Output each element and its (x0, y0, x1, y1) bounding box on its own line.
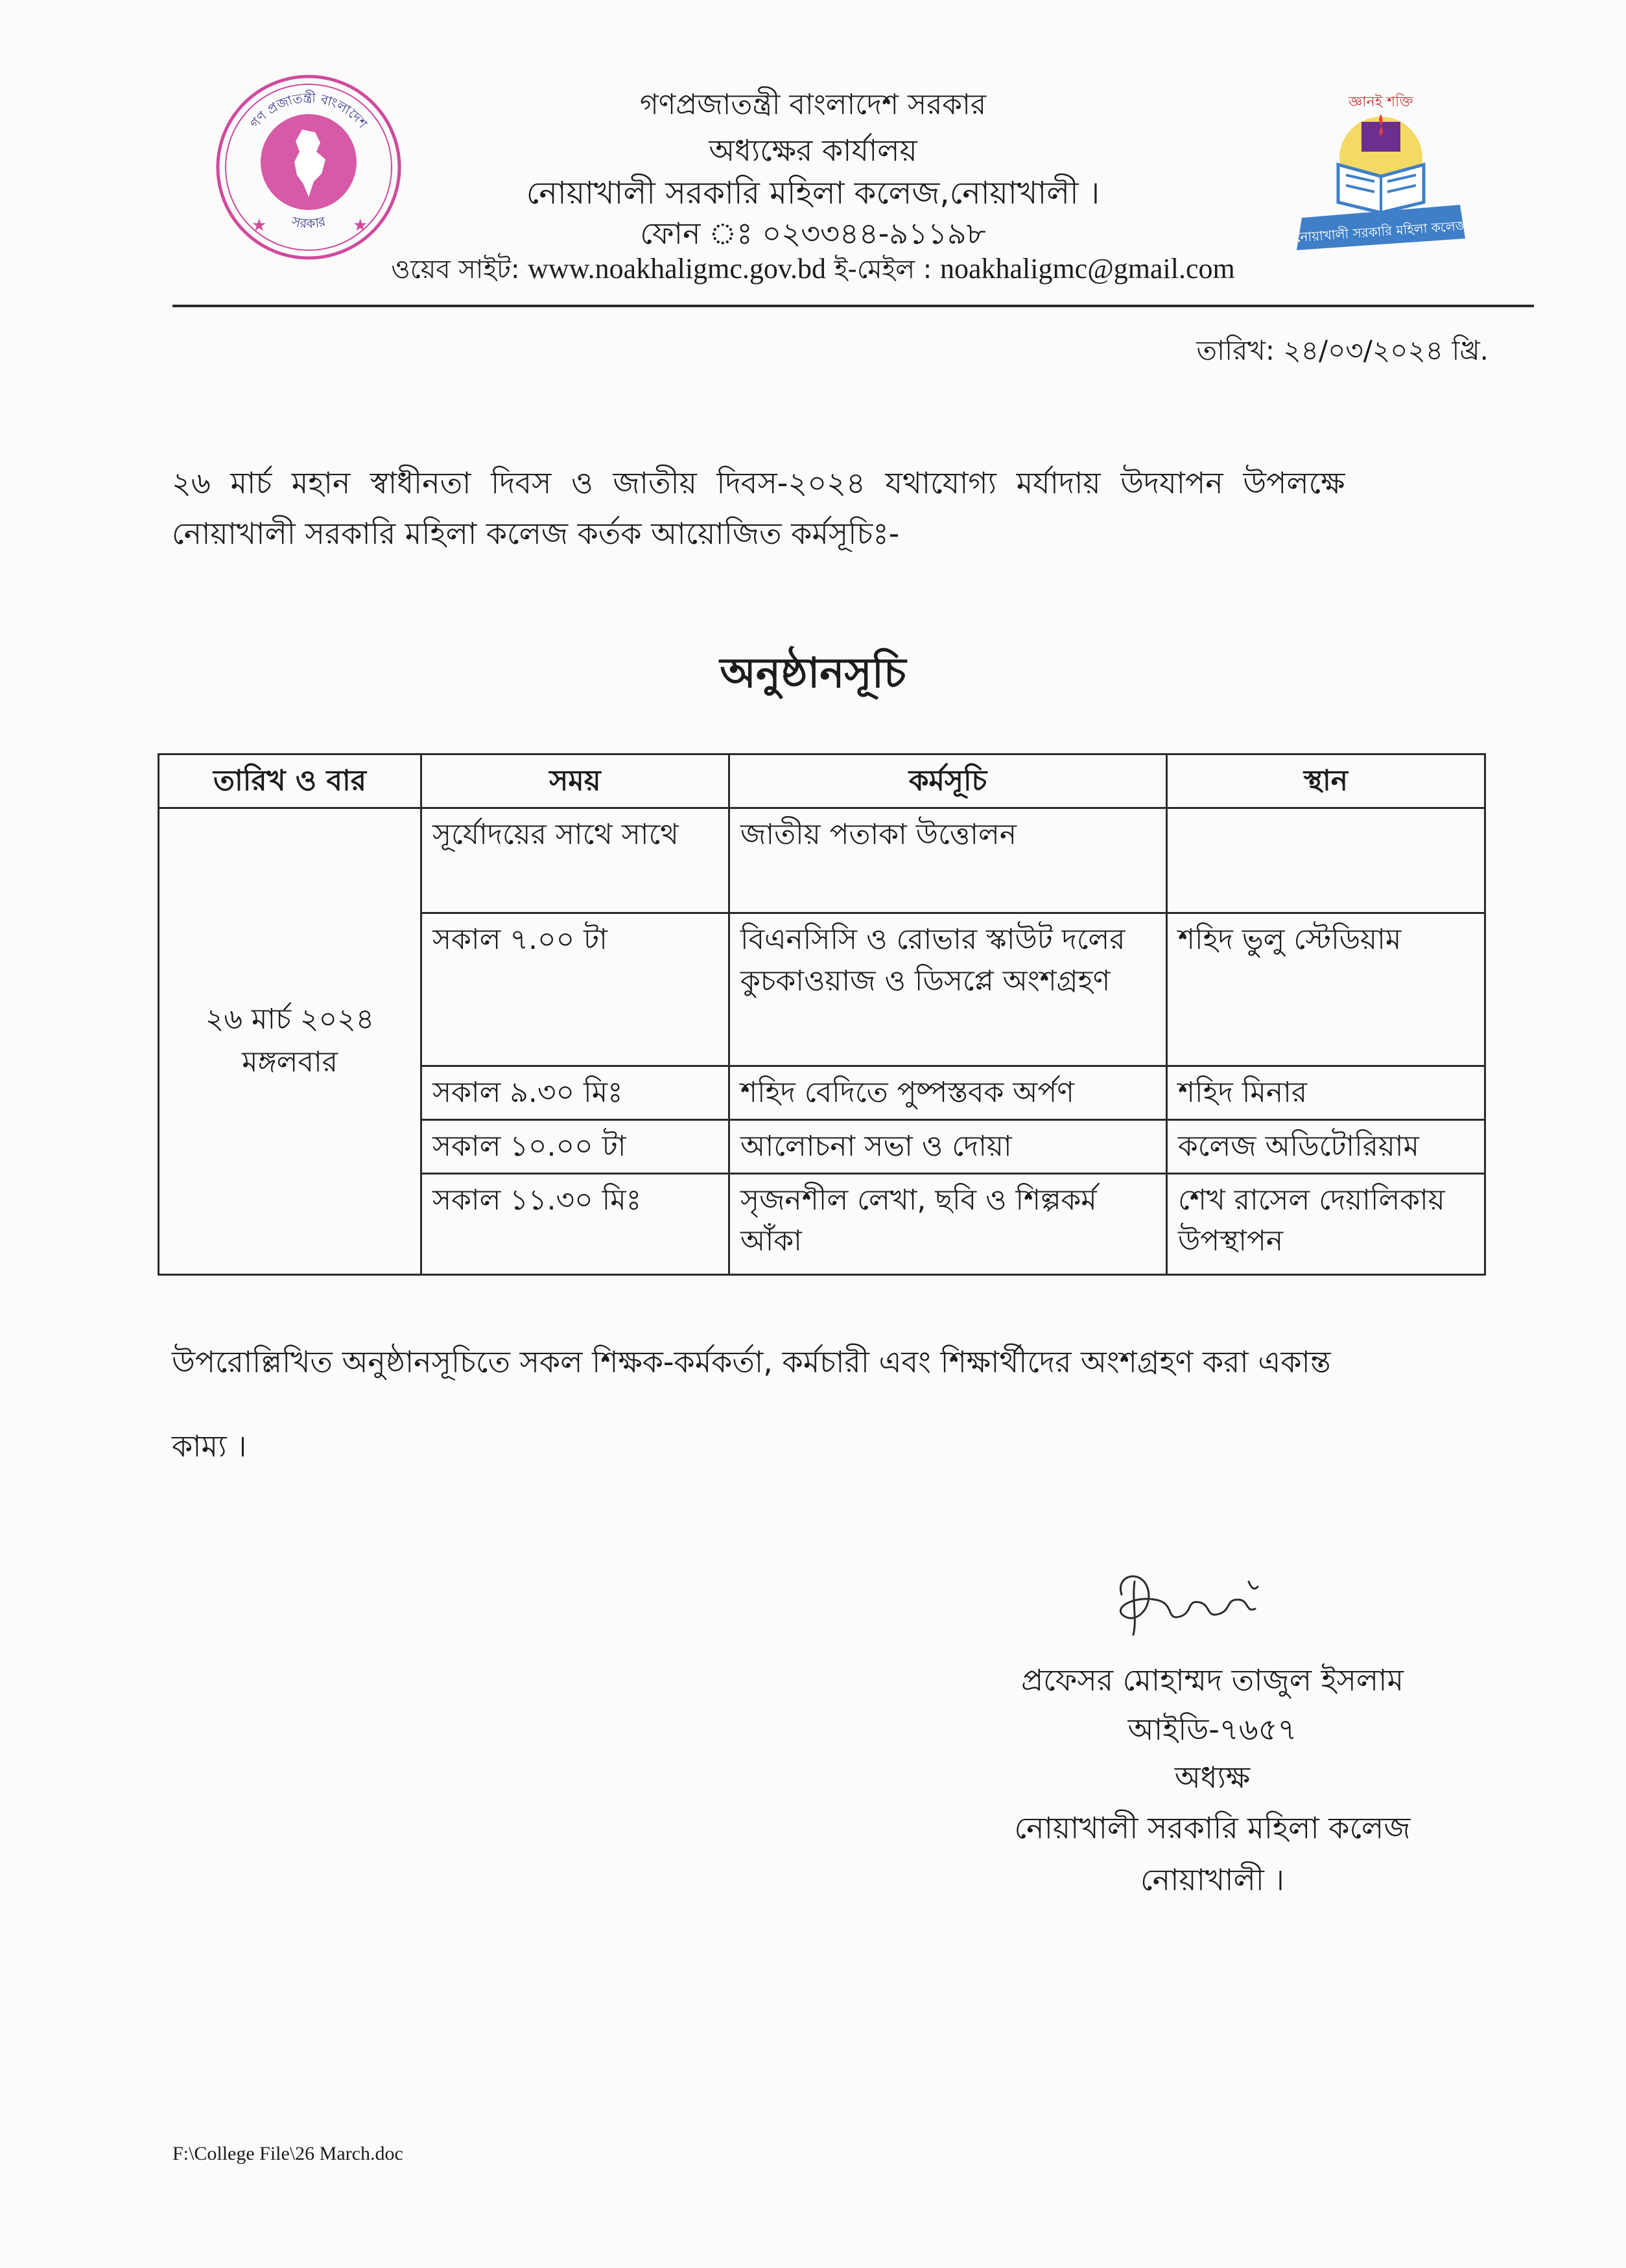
time-cell: সকাল ৯.৩০ মিঃ (421, 1066, 729, 1120)
date-cell (159, 808, 421, 1275)
logo-motto-text: জ্ঞানই শক্তি (1349, 94, 1413, 110)
signatory-college: নোয়াখালী সরকারি মহিলা কলেজ (1014, 1810, 1411, 1845)
time-cell: সূর্যোদয়ের সাথে সাথে (421, 808, 729, 913)
place-cell: শহিদ মিনার (1167, 1066, 1485, 1120)
government-name: গণপ্রজাতন্ত্রী বাংলাদেশ সরকার (639, 88, 987, 121)
issue-date: তারিখ: ২৪/০৩/২০২৪ খ্রি. (1196, 334, 1489, 366)
activity-cell: শহিদ বেদিতে পুষ্পস্তবক অর্পণ (729, 1066, 1167, 1120)
activity-cell: আলোচনা সভা ও দোয়া (729, 1119, 1167, 1173)
email-link[interactable]: noakhaligmc@gmail.com (939, 253, 1235, 285)
activity-cell: বিএনসিসি ও রোভার স্কাউট দলের কুচকাওয়াজ ও ডিসপ্লে অংশগ্রহণ (729, 913, 1167, 1066)
intro-line-2: নোয়াখালী সরকারি মহিলা কলেজ কর্তক আয়োজিত কর্মসূচিঃ- (172, 516, 900, 551)
svg-text:★: ★ (353, 216, 368, 235)
signatory-name: প্রফেসর মোহাম্মদ তাজুল ইসলাম (1020, 1663, 1404, 1698)
place-cell: শহিদ ভুলু স্টেডিয়াম (1167, 913, 1485, 1066)
seal-top-text: গণ প্রজাতন্ত্রী বাংলাদেশ (246, 89, 371, 132)
time-cell: সকাল ৭.০০ টা (421, 913, 729, 1066)
activity-cell: জাতীয় পতাকা উত্তোলন (729, 808, 1167, 913)
signatory-title: অধ্যক্ষ (1174, 1760, 1251, 1795)
event-date: ২৬ মার্চ ২০২৪ (205, 1003, 375, 1036)
place-cell: কলেজ অডিটোরিয়াম (1167, 1119, 1485, 1173)
contact-line (0, 249, 1626, 292)
seal-bottom-text: সরকার (290, 213, 327, 231)
table-header-row (159, 754, 1485, 808)
header-divider (172, 305, 1534, 307)
office-name: অধ্যক্ষের কার্যালয় (709, 133, 917, 168)
signatory-id: আইডি-৭৬৫৭ (1127, 1712, 1297, 1747)
header-date: তারিখ ও বার (159, 754, 421, 808)
signature-icon (1096, 1562, 1264, 1646)
activity-cell: সৃজনশীল লেখা, ছবি ও শিল্পকর্ম আঁকা (729, 1173, 1167, 1274)
time-cell: সকাল ১০.০০ টা (421, 1119, 729, 1173)
page-title: অনুষ্ঠানসূচি (720, 649, 906, 697)
website-label: ওয়েব সাইট: (391, 255, 520, 285)
place-cell: শেখ রাসেল দেয়ালিকায় উপস্থাপন (1167, 1173, 1485, 1274)
table-row (159, 808, 1485, 913)
time-cell: সকাল ১১.৩০ মিঃ (421, 1173, 729, 1274)
college-name: নোয়াখালী সরকারি মহিলা কলেজ,নোয়াখালী । (526, 175, 1100, 211)
header-time: সময় (421, 754, 729, 808)
place-cell (1167, 808, 1485, 913)
event-weekday: মঙ্গলবার (242, 1046, 338, 1079)
phone-number: ফোন ঃ ০২৩৩৪৪-৯১১৯৮ (640, 216, 986, 251)
intro-line-1: ২৬ মার্চ মহান স্বাধীনতা দিবস ও জাতীয় দিবস-২০২৪ যথাযোগ্য মর্যাদায় উদযাপন উপলক্ষে (172, 465, 1345, 500)
signatory-town: নোয়াখালী । (1140, 1862, 1284, 1897)
email-label: ই-মেইল : (834, 255, 932, 285)
header-activity: কর্মসূচি (729, 754, 1167, 808)
header-place: স্থান (1167, 754, 1485, 808)
closing-line-1: উপরোল্লিখিত অনুষ্ঠানসূচিতে সকল শিক্ষক-কর্মকর্তা, কর্মচারী এবং শিক্ষার্থীদের অংশগ্রহণ করা একান্ত (172, 1344, 1331, 1379)
schedule-table (158, 753, 1486, 1276)
website-link[interactable]: www.noakhaligmc.gov.bd (528, 253, 827, 285)
logo-banner-text: নোয়াখালী সরকারি মহিলা কলেজ (1294, 217, 1468, 246)
closing-line-2: কাম্য । (172, 1429, 247, 1464)
svg-text:★: ★ (252, 216, 267, 235)
file-path: F:\College File\26 March.doc (172, 2143, 403, 2164)
